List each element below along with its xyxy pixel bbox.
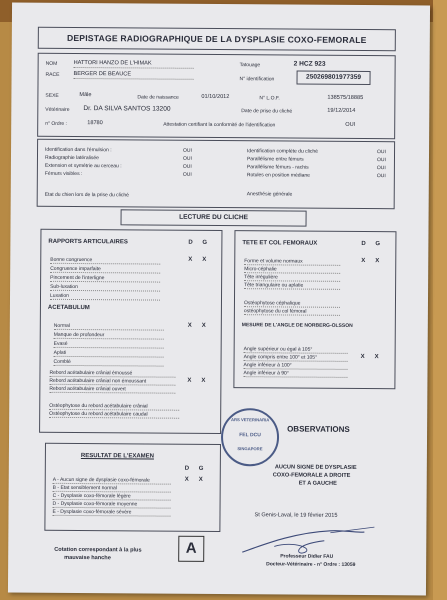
stamp-line-1: ARS VETERINARIA [230,417,270,423]
check-label: Radiographie latéralisée [44,154,99,162]
resultat-item-label: C - Dysplasie coxo-fémorale légère [53,493,171,501]
prise-value: 19/12/2014 [327,107,356,114]
norberg-title: MESURE DE L'ANGLE DE NORBERG-OLSSON [241,322,353,329]
anesthesie-label: Anesthésie générale [246,191,293,198]
check-value: OUI [377,149,386,156]
check-value: OUI [182,155,192,162]
nom-value: HATTORI HANZO DE L'HIMAK [74,60,194,69]
naissance-label: Date de naissance [137,94,179,101]
acetabulum-item-label: Evasé [54,341,164,349]
nom-label: NOM [45,60,58,67]
check-label: Rotules en position médiane [246,172,310,179]
tatouage-label: Tatouage [239,62,261,69]
check-label: Fémurs visibles : [44,170,83,178]
angle-item-g: X [374,354,379,361]
rapport-item-label: Luxation [50,293,160,301]
signature-role: Docteur-Vétérinaire - n° Ordre : 13059 [266,561,356,568]
acetabulum-item-label: Aplati [54,350,164,358]
observations-line-2: COXO-FEMORALE A DROITE [272,472,351,479]
rebord-item-label: Rebord acétabulaire crânial non émoussant [49,378,175,386]
angle-item-label: Angle inférieur à 90° [243,370,347,378]
tete-osteo-label: Ostéophytose céphalique [244,300,340,308]
race-label: RACE [45,71,60,78]
resultat-title: RESULTAT DE L'EXAMEN [80,453,155,460]
rapport-item-label: Sub-luxation [50,284,160,292]
stamp-line-3: SINGAPORE [237,446,263,452]
acetabulum-item-d: X [187,322,192,329]
rebord-item-d: X [187,377,192,384]
resultat-item-label: D - Dysplasie coxo-fémorale moyenne [53,501,171,509]
rapports-col-g: G [202,239,208,246]
resultat-item-label: A - Aucun signe de dysplasie coxo-fémorale [53,477,171,485]
background-table-right [433,0,447,600]
acetabulum-osteo-label: Ostéophytose du rebord acétabulaire caudal [49,411,179,419]
rapport-item-label: Pincement de l'interligne [50,275,160,283]
signature-place-date: St Genis-Laval, le 19 février 2015 [254,512,338,519]
resultat-item-d: X [184,476,189,483]
check-value: OUI [182,163,192,170]
tete-item-label: Tête triangulaire ou aplatie [244,282,340,290]
tete-item-label: Tête irrégulière [244,274,340,282]
rebord-item-label: Rebord acétabulaire crânial ouvert [49,386,175,394]
angle-item-label: Angle inférieur à 100° [244,362,348,370]
document-title: DEPISTAGE RADIOGRAPHIQUE DE LA DYSPLASIE COXO-FEMORALE [38,27,396,51]
attestation-value: OUI [345,121,356,128]
acetabulum-title: ACETABULUM [47,304,90,312]
lof-label: N° L.O.F. [259,95,280,102]
rebord-item-g: X [201,377,206,384]
resultat-item-label: E - Dysplasie coxo-fémorale sévère [52,509,170,517]
certificate-paper [8,3,430,596]
ident-label: N° identification [239,76,275,83]
resultat-item-label: B - Etat sensiblement normal [53,485,171,493]
naissance-value: 01/10/2012 [201,93,230,101]
ident-value: 250269801977359 [296,71,370,86]
stamp-line-2: FEL DCU [239,432,261,439]
observations-title: OBSERVATIONS [287,424,350,434]
vet-label: Vétérinaire [45,106,70,113]
cotation-grade: A [178,536,204,562]
observations-line-3: ET A GAUCHE [298,480,337,487]
cotation-label-1: Cotation correspondant à la plus [54,546,142,554]
sexe-label: SEXE [45,92,59,99]
rapports-col-d: D [188,239,193,246]
check-value: OUI [182,171,192,178]
rapport-item-label: Congruence imparfaite [50,266,160,274]
rapport-item-g: X [202,256,207,263]
cotation-label-2: mauvaise hanche [64,554,111,562]
ordre-label: n° Ordre : [45,120,67,127]
check-value: OUI [376,157,386,164]
acetabulum-item-label: Comblé [54,359,164,367]
rebord-item-label: Rebord acétabulaire crânial émoussé [49,370,175,378]
rapports-title: RAPPORTS ARTICULAIRES [48,238,128,246]
tete-item-g: X [375,258,380,265]
veterinary-stamp-seal [221,408,279,466]
acetabulum-item-g: X [201,322,206,329]
rapport-item-label: Bonne congruence [50,257,160,265]
rapport-item-d: X [188,256,193,263]
sexe-value: Mâle [79,92,92,99]
angle-item-label: Angle supérieur ou égal à 105° [244,346,348,354]
check-value: OUI [376,173,386,180]
check-label: Parallélisme entre fémurs [246,156,304,163]
check-label: Identification complète du cliché [247,148,318,155]
tete-col-g: G [375,241,381,248]
tete-item-label: Forme et volume normaux [244,258,340,266]
ordre-value: 18780 [87,120,103,127]
check-label: Identification dans l'émulsion : [45,146,112,154]
check-label: Extension et symétrie au cerceau : [44,162,122,170]
prise-label: Date de prise du cliché [241,108,293,115]
tatouage-value: 2 HCZ 923 [293,60,326,68]
signature-name: Professeur Didier FAU [280,553,334,560]
resultat-item-g: X [198,476,203,483]
observations-line-1: AUCUN SIGNE DE DYSPLASIE [274,464,357,471]
acetabulum-osteo-label: Ostéophytose du rebord acétabulaire crânial [49,403,179,411]
tete-title: TETE ET COL FEMORAUX [242,240,318,247]
angle-item-d: X [360,353,365,361]
resultat-col-g: G [198,465,204,472]
check-value: OUI [376,165,386,172]
lof-value: 138575/18885 [327,94,364,102]
attestation-label: Attestation certifiant la conformité de l'identification [163,121,276,129]
acetabulum-item-label: Normal [54,323,164,331]
vet-value: Dr. DA SILVA SANTOS 13200 [83,105,171,113]
etat-label: Etat du chien lors de la prise du cliché [44,191,129,199]
tete-item-label: Micro-céphalie [244,266,340,274]
race-value: BERGER DE BEAUCE [74,71,194,80]
tete-osteo-label: ostéophytose du col fémoral [244,308,340,316]
check-value: OUI [183,147,192,154]
check-label: Parallélisme fémurs - rachis [246,164,309,171]
tete-col-d: D [361,240,366,248]
resultat-col-d: D [184,465,190,472]
tete-item-d: X [361,257,366,265]
acetabulum-item-label: Manque de profondeur [54,332,164,340]
angle-item-label: Angle compris entre 100° et 105° [244,354,348,362]
lecture-title: LECTURE DU CLICHE [121,209,307,226]
